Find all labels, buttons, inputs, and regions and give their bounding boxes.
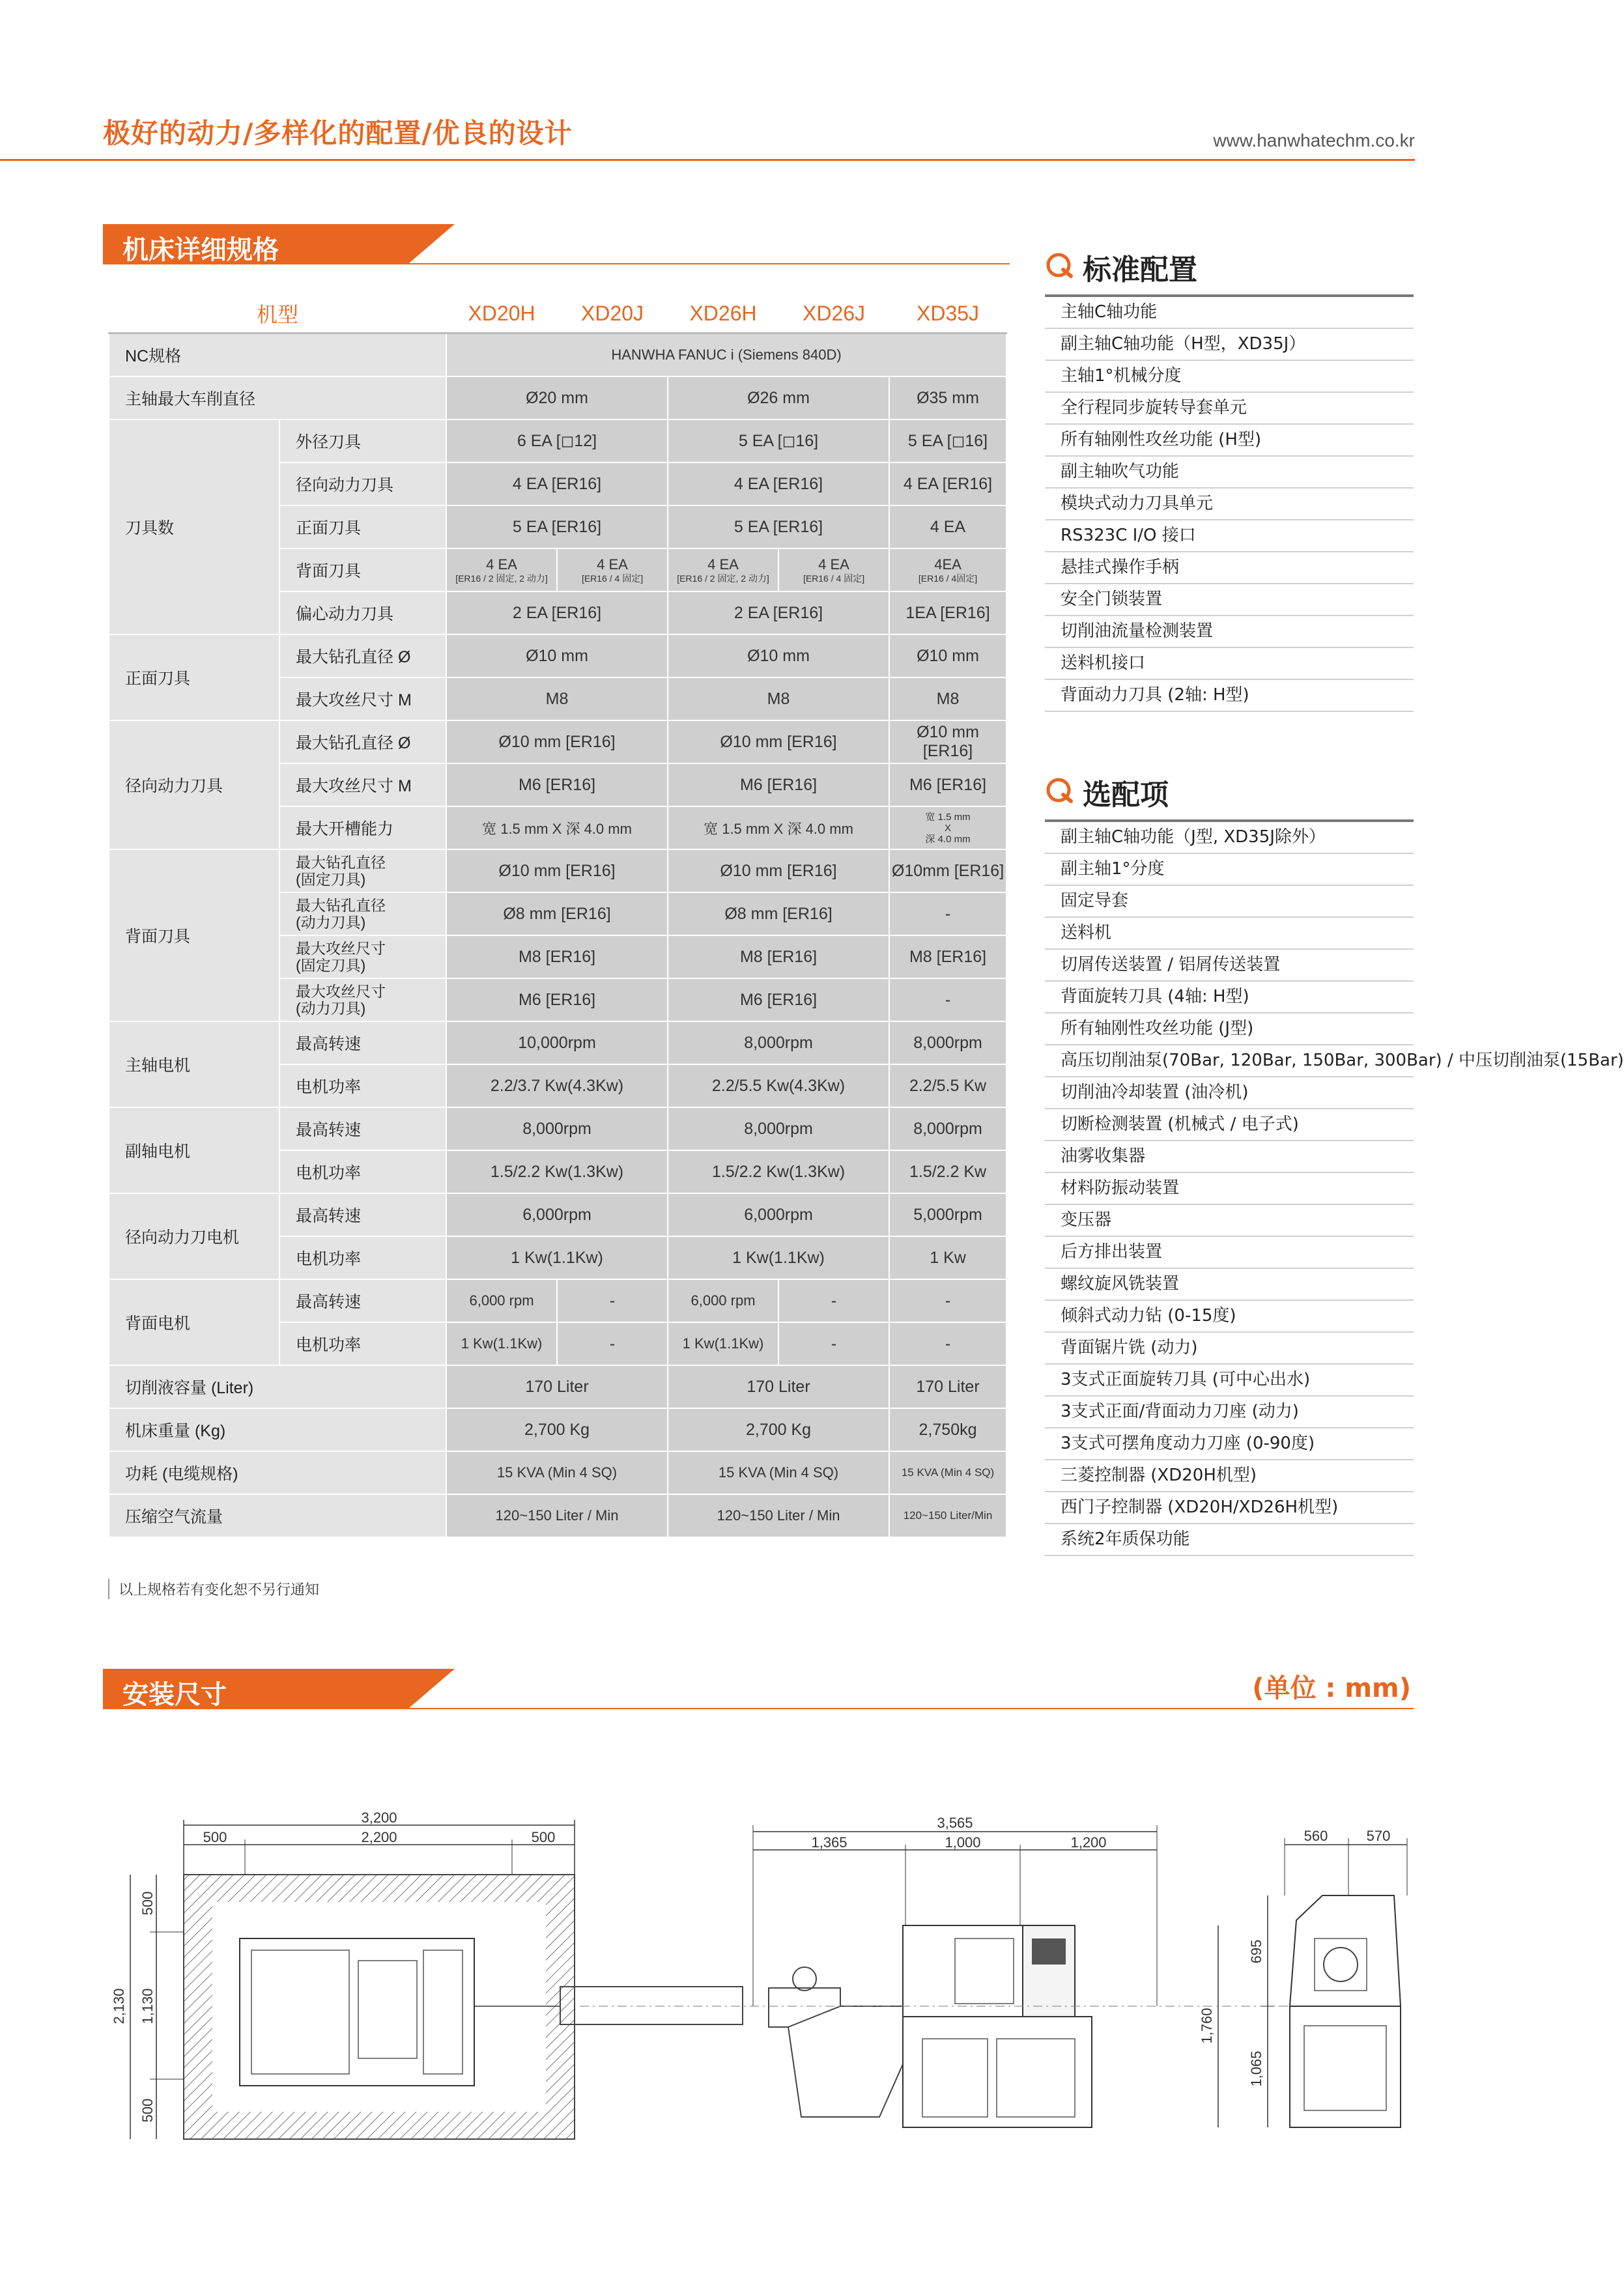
table-row (109, 720, 1006, 763)
cell-label: 外径刀具 (279, 419, 446, 462)
cell-value: 8,000rpm (446, 1107, 668, 1150)
cell-label: 最高转速 (279, 1021, 446, 1064)
table-header-row (109, 294, 1006, 334)
group-label: 主轴电机 (109, 1021, 279, 1107)
cell-value: 5,000rpm (889, 1193, 1006, 1236)
group-label: 正面刀具 (109, 634, 279, 720)
cell-label: 最大攻丝尺寸 (动力刀具) (279, 978, 446, 1021)
plan-height-2: 1,130 (139, 1988, 156, 2024)
options-item: 3支式正面/背面动力刀座 (动力) (1045, 1397, 1414, 1428)
cell-value: 170 Liter (889, 1365, 1006, 1408)
standard-item: 送料机接口 (1045, 648, 1414, 680)
cell-label: 正面刀具 (279, 505, 446, 548)
cell-value: 1EA [ER16] (889, 591, 1006, 634)
cell-value: 2,750kg (889, 1408, 1006, 1451)
plan-total-height: 2,130 (111, 1988, 127, 2024)
cell-value: 170 Liter (668, 1365, 889, 1408)
side-view (1248, 1828, 1407, 2127)
cell-value: - (557, 1279, 668, 1322)
options-item: 切屑传送装置 / 铝屑传送装置 (1045, 950, 1414, 982)
header-rule (0, 159, 1415, 161)
cell-label: 功耗 (电缆规格) (109, 1451, 446, 1494)
cell-value: 8,000rpm (668, 1107, 889, 1150)
table-row (109, 376, 1006, 419)
options-item: 背面旋转刀具 (4轴: H型) (1045, 982, 1414, 1014)
table-row (109, 634, 1006, 677)
spec-section-tab (103, 224, 1010, 263)
model-header: 机型 (109, 294, 446, 334)
side-height-1: 695 (1248, 1939, 1264, 1964)
front-total-width: 3,565 (937, 1815, 973, 1831)
cell-value: 2 EA [ER16] (446, 591, 668, 634)
group-label: 径向动力刀电机 (109, 1193, 279, 1279)
cell-label: 压缩空气流量 (109, 1494, 446, 1537)
group-label: 背面刀具 (109, 849, 279, 1021)
cell-value: M8 (446, 677, 668, 720)
standard-item: 主轴C轴功能 (1045, 294, 1414, 329)
cell-value: Ø10 mm [ER16] (668, 720, 889, 763)
options-item: 3支式正面旋转刀具 (可中心出水) (1045, 1365, 1414, 1397)
cell-label: 电机功率 (279, 1064, 446, 1107)
front-width-2: 1,000 (945, 1834, 981, 1851)
cell-value: 4 EA (889, 505, 1006, 548)
table-row (109, 849, 1006, 892)
options-item: 副主轴1°分度 (1045, 854, 1414, 886)
cell-value: 5 EA [ER16] (446, 505, 668, 548)
cell-value: M8 [ER16] (446, 935, 668, 978)
cell-value: M6 [ER16] (446, 763, 668, 806)
side-width-2: 570 (1366, 1828, 1391, 1844)
group-label: 径向动力刀具 (109, 720, 279, 849)
plan-height-3: 500 (139, 2098, 156, 2123)
table-row (109, 1365, 1006, 1408)
cell-value: - (778, 1322, 889, 1365)
standard-item: 所有轴刚性攻丝功能 (H型) (1045, 425, 1414, 457)
options-item: 材料防振动装置 (1045, 1173, 1414, 1205)
install-section-title: 安装尺寸 (122, 1680, 227, 1710)
cell-value: 4 EA [ER16] (668, 462, 889, 505)
cell-value: M8 (889, 677, 1006, 720)
cell-value: 2 EA [ER16] (668, 591, 889, 634)
cell-value: 2,700 Kg (668, 1408, 889, 1451)
cell-label: 电机功率 (279, 1150, 446, 1193)
cell-value: 2.2/3.7 Kw(4.3Kw) (446, 1064, 668, 1107)
cell-value: Ø10 mm [ER16] (668, 849, 889, 892)
group-label: 副轴电机 (109, 1107, 279, 1193)
cell-value: 1 Kw(1.1Kw) (446, 1322, 557, 1365)
cell-value: 4EA [ER16 / 4固定] (889, 548, 1006, 591)
cell-label: 切削液容量 (Liter) (109, 1365, 446, 1408)
standard-item: 副主轴吹气功能 (1045, 457, 1414, 489)
cell-value: Ø10 mm [ER16] (446, 720, 668, 763)
cell-value: 120~150 Liter/Min (889, 1494, 1006, 1537)
cell-value: - (889, 1279, 1006, 1322)
cell-value: 5 EA [◻16] (889, 419, 1006, 462)
cell-label: 最大攻丝尺寸 (固定刀具) (279, 935, 446, 978)
cell-value: M6 [ER16] (889, 763, 1006, 806)
standard-item: RS323C I/O 接口 (1045, 520, 1414, 552)
unit-label: (单位 : mm) (1252, 1673, 1411, 1703)
cell-value: 4 EA [ER16 / 2 固定, 2 动力] (668, 548, 778, 591)
cell-value: 1 Kw(1.1Kw) (668, 1236, 889, 1279)
cell-value: 5 EA [ER16] (668, 505, 889, 548)
standard-item: 切削油流量检测装置 (1045, 616, 1414, 648)
cell-value: Ø8 mm [ER16] (668, 892, 889, 935)
options-item: 切削油冷却装置 (油冷机) (1045, 1077, 1414, 1109)
cell-value: 15 KVA (Min 4 SQ) (446, 1451, 668, 1494)
options-item: 变压器 (1045, 1205, 1414, 1237)
cell-label: 最大钻孔直径 Ø (279, 720, 446, 763)
cell-value: 6,000 rpm (446, 1279, 557, 1322)
group-label: 刀具数 (109, 419, 279, 634)
table-row (109, 1451, 1006, 1494)
cell-value: - (889, 892, 1006, 935)
cell-value: 120~150 Liter / Min (668, 1494, 889, 1537)
options-list (1045, 819, 1624, 1556)
plan-total-width: 3,200 (361, 1810, 397, 1826)
model-xd26h: XD26H (668, 294, 778, 334)
cell-value: 4 EA [ER16] (446, 462, 668, 505)
cell-value: 6,000 rpm (668, 1279, 778, 1322)
options-item: 西门子控制器 (XD20H/XD26H机型) (1045, 1492, 1414, 1524)
cell-value: M8 (668, 677, 889, 720)
cell-label: 最大钻孔直径 (动力刀具) (279, 892, 446, 935)
options-item: 高压切削油泵(70Bar, 120Bar, 150Bar, 300Bar) / 中压切削油泵(15Bar) (1045, 1045, 1414, 1077)
table-row (109, 1494, 1006, 1537)
cell-label: 最高转速 (279, 1107, 446, 1150)
cell-value: 6,000rpm (446, 1193, 668, 1236)
model-xd20j: XD20J (557, 294, 668, 334)
table-row (109, 1193, 1006, 1236)
standard-item: 模块式动力刀具单元 (1045, 489, 1414, 520)
plan-height-1: 500 (139, 1891, 156, 1916)
cell-label: 主轴最大车削直径 (109, 376, 446, 419)
cell-value: 2.2/5.5 Kw(4.3Kw) (668, 1064, 889, 1107)
cell-value: 1.5/2.2 Kw(1.3Kw) (446, 1150, 668, 1193)
cell-label: 电机功率 (279, 1322, 446, 1365)
options-item: 所有轴刚性攻丝功能 (J型) (1045, 1014, 1414, 1045)
cell-label: 最大攻丝尺寸 M (279, 763, 446, 806)
cell-label: 最高转速 (279, 1279, 446, 1322)
cell-value: 8,000rpm (889, 1107, 1006, 1150)
front-height: 1,760 (1199, 2008, 1215, 2044)
cell-value: Ø8 mm [ER16] (446, 892, 668, 935)
cell-value: Ø10mm [ER16] (889, 849, 1006, 892)
nc-label: NC规格 (109, 334, 446, 377)
plan-width-2: 2,200 (361, 1829, 397, 1845)
spec-note: 以上规格若有变化恕不另行通知 (108, 1579, 319, 1599)
cell-value: 8,000rpm (668, 1021, 889, 1064)
table-row (109, 1408, 1006, 1451)
cell-value: 1.5/2.2 Kw(1.3Kw) (668, 1150, 889, 1193)
page-title: 极好的动力/多样化的配置/优良的设计 (103, 117, 573, 149)
cell-value: M8 [ER16] (889, 935, 1006, 978)
cell-value: 1.5/2.2 Kw (889, 1150, 1006, 1193)
cell-value: 120~150 Liter / Min (446, 1494, 668, 1537)
cell-value: Ø10 mm [ER16] (446, 849, 668, 892)
cell-value: 5 EA [◻16] (668, 419, 889, 462)
cell-value: 170 Liter (446, 1365, 668, 1408)
cell-value: 宽 1.5 mm X 深 4.0 mm (446, 806, 668, 849)
table-row (109, 1107, 1006, 1150)
table-row (109, 1279, 1006, 1322)
install-section-tab (103, 1669, 1414, 1708)
website-url[interactable]: www.hanwhatechm.co.kr (1213, 130, 1415, 150)
cell-value: 4 EA [ER16 / 2 固定, 2 动力] (446, 548, 557, 591)
options-item: 后方排出装置 (1045, 1237, 1414, 1269)
table-row (109, 1021, 1006, 1064)
options-item: 螺纹旋风铣装置 (1045, 1269, 1414, 1301)
plan-width-3: 500 (531, 1829, 556, 1845)
cell-value: - (889, 1322, 1006, 1365)
cell-value: M6 [ER16] (668, 763, 889, 806)
cell-label: 径向动力刀具 (279, 462, 446, 505)
standard-item: 悬挂式操作手柄 (1045, 552, 1414, 584)
cell-value: 6,000rpm (668, 1193, 889, 1236)
cell-value: - (557, 1322, 668, 1365)
cell-value: 15 KVA (Min 4 SQ) (889, 1451, 1006, 1494)
cell-value: M6 [ER16] (668, 978, 889, 1021)
cell-value: - (889, 978, 1006, 1021)
install-drawings (98, 1811, 1420, 2150)
standard-title: 标准配置 (1083, 253, 1197, 287)
cell-value: M8 [ER16] (668, 935, 889, 978)
cell-value: 1 Kw(1.1Kw) (446, 1236, 668, 1279)
cell-value: Ø10 mm [ER16] (889, 720, 1006, 763)
cell-label: 最大钻孔直径 Ø (279, 634, 446, 677)
cell-label: 最高转速 (279, 1193, 446, 1236)
cell-value: Ø26 mm (668, 376, 889, 419)
cell-value: 4 EA [ER16] (889, 462, 1006, 505)
plan-view (111, 1810, 743, 2139)
standard-item: 副主轴C轴功能（H型，XD35J） (1045, 329, 1414, 361)
model-xd26j: XD26J (778, 294, 889, 334)
standard-item: 全行程同步旋转导套单元 (1045, 393, 1414, 425)
standard-list (1045, 294, 1414, 712)
cell-value: - (778, 1279, 889, 1322)
front-width-1: 1,365 (811, 1834, 848, 1851)
cell-label: 电机功率 (279, 1236, 446, 1279)
cell-value: M6 [ER16] (446, 978, 668, 1021)
standard-bullet-icon (1045, 250, 1075, 280)
front-width-3: 1,200 (1070, 1834, 1107, 1851)
model-xd35j: XD35J (889, 294, 1006, 334)
cell-value: 8,000rpm (889, 1021, 1006, 1064)
cell-value: Ø10 mm (668, 634, 889, 677)
cell-value: 1 Kw (889, 1236, 1006, 1279)
options-item: 3支式可摆角度动力刀座 (0-90度) (1045, 1428, 1414, 1460)
cell-value: Ø35 mm (889, 376, 1006, 419)
cell-label: 最大攻丝尺寸 M (279, 677, 446, 720)
options-item: 倾斜式动力钻 (0-15度) (1045, 1301, 1414, 1333)
cell-value: 4 EA [ER16 / 4 固定] (778, 548, 889, 591)
cell-value: 1 Kw(1.1Kw) (668, 1322, 778, 1365)
cell-value: 2.2/5.5 Kw (889, 1064, 1006, 1107)
options-item: 三菱控制器 (XD20H机型) (1045, 1460, 1414, 1492)
standard-item: 安全门锁装置 (1045, 584, 1414, 616)
options-item: 切断检测装置 (机械式 / 电子式) (1045, 1109, 1414, 1141)
options-item: 系统2年质保功能 (1045, 1524, 1414, 1556)
cell-value: 2,700 Kg (446, 1408, 668, 1451)
options-bullet-icon (1045, 775, 1075, 805)
table-row (109, 419, 1006, 462)
cell-label: 背面刀具 (279, 548, 446, 591)
standard-item: 背面动力刀具 (2轴: H型) (1045, 680, 1414, 712)
options-title: 选配项 (1083, 778, 1169, 812)
plan-width-1: 500 (203, 1829, 227, 1845)
spec-section-title: 机床详细规格 (122, 235, 279, 265)
options-item: 副主轴C轴功能（J型, XD35J除外） (1045, 819, 1414, 854)
cell-label: 最大开槽能力 (279, 806, 446, 849)
cell-label: 偏心动力刀具 (279, 591, 446, 634)
front-view (580, 1815, 1401, 2127)
table-row (109, 334, 1006, 377)
cell-label: 机床重量 (Kg) (109, 1408, 446, 1451)
standard-item: 主轴1°机械分度 (1045, 361, 1414, 393)
cell-value: Ø20 mm (446, 376, 668, 419)
options-item: 油雾收集器 (1045, 1141, 1414, 1173)
cell-value: Ø10 mm (446, 634, 668, 677)
cell-value: 4 EA [ER16 / 4 固定] (557, 548, 668, 591)
cell-value: 宽 1.5 mm X 深 4.0 mm (889, 806, 1006, 849)
cell-value: 10,000rpm (446, 1021, 668, 1064)
cell-value: 宽 1.5 mm X 深 4.0 mm (668, 806, 889, 849)
model-xd20h: XD20H (446, 294, 557, 334)
cell-value: 6 EA [◻12] (446, 419, 668, 462)
options-item: 背面锯片铣 (动力) (1045, 1333, 1414, 1365)
cell-value: 15 KVA (Min 4 SQ) (668, 1451, 889, 1494)
side-width-1: 560 (1303, 1828, 1328, 1844)
cell-label: 最大钻孔直径 (固定刀具) (279, 849, 446, 892)
side-height-2: 1,065 (1248, 2051, 1264, 2087)
spec-table (108, 293, 1007, 1538)
cell-value: Ø10 mm (889, 634, 1006, 677)
options-item: 送料机 (1045, 918, 1414, 950)
group-label: 背面电机 (109, 1279, 279, 1365)
options-item: 固定导套 (1045, 886, 1414, 918)
nc-value: HANWHA FANUC i (Siemens 840D) (446, 334, 1006, 377)
